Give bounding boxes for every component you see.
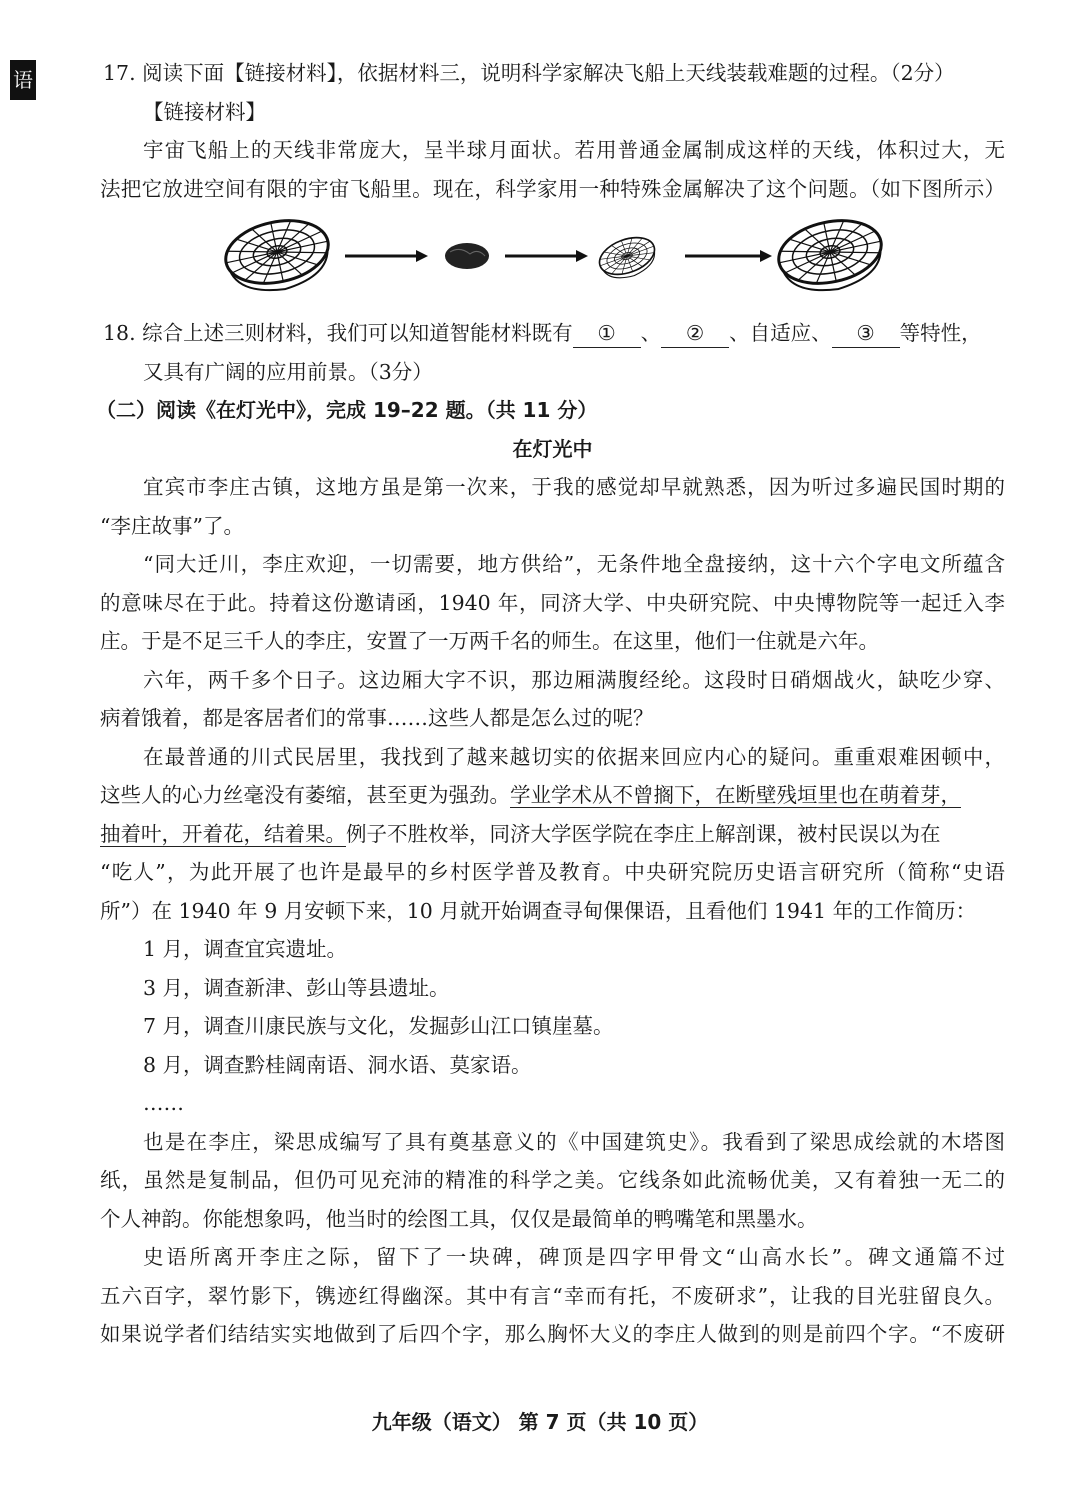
article-line: 在最普通的川式民居里，我找到了越来越切实的依据来回应内心的疑问。重重艰难困顿中， (143, 744, 1005, 769)
article-line: …… (143, 1091, 184, 1115)
article-line: 庄。于是不足三千人的李庄，安置了一万两千名的师生。在这里，他们一住就是六年。 (100, 629, 879, 653)
subject-side-tab: 语 (10, 60, 36, 100)
article-line: 如果说学者们结结实实地做到了后四个字，那么胸怀大义的李庄人做到的则是前四个字。“不废研 (100, 1322, 1005, 1346)
article-text: 这些人的心力丝毫没有萎缩，甚至更为强劲。 (100, 783, 510, 807)
article-line: 也是在李庄，梁思成编写了具有奠基意义的《中国建筑史》。我看到了梁思成绘就的木塔图 (143, 1129, 1005, 1154)
question-18 (100, 314, 1005, 353)
article-line: 宜宾市李庄古镇，这地方虽是第一次来，于我的感觉却早就熟悉，因为听过多遍民国时期的 (143, 475, 1005, 499)
article-line: 3 月，调查新津、彭山等县遗址。 (143, 975, 450, 1000)
answer-blank-1[interactable]: ① (573, 319, 641, 348)
article-line: 所”）在 1940 年 9 月安顿下来，10 月就开始调查寻甸倮倮语，且看他们 1941 年的工作简历： (100, 898, 977, 923)
question-18-suffix: 等特性， (899, 321, 982, 345)
question-18-line2: 又具有广阔的应用前景。（3分） (143, 359, 433, 384)
underlined-sentence: 抽着叶，开着花，结着果。 (100, 821, 346, 846)
article-line: 病着饿着，都是客居者们的常事……这些人都是怎么过的呢？ (100, 706, 654, 730)
article-line: “吃人”，为此开展了也许是最早的乡村医学普及教育。中央研究院历史语言研究所（简称“史语 (100, 860, 1005, 884)
antenna-open-icon (220, 212, 336, 300)
material-label: 【链接材料】 (143, 99, 266, 124)
arrow-icon (505, 250, 588, 262)
article-line: 8 月，调查黔桂阔南语、洞水语、莫家语。 (143, 1052, 532, 1077)
article-line: 纸，虽然是复制品，但仍可见充沛的精准的科学之美。它线条如此流畅优美，又有着独一无二的 (100, 1168, 1005, 1192)
article-line: 六年，两千多个日子。这边厢大字不识，那边厢满腹经纶。这段时日硝烟战火，缺吃少穿、 (143, 667, 1005, 692)
article-line: 五六百字，翠竹影下，镌迹红得幽深。其中有言“幸而有托，不废研求”，让我的目光驻留良久。 (100, 1283, 1005, 1308)
material-line: 宇宙飞船上的天线非常庞大，呈半球月面状。若用普通金属制成这样的天线，体积过大，无 (143, 138, 1005, 162)
section-heading: （二）阅读《在灯光中》，完成 19–22 题。（共 11 分） (96, 398, 598, 422)
article-line: “同大迁川，李庄欢迎，一切需要，地方供给”，无条件地全盘接纳，这十六个字电文所蕴含 (143, 552, 1005, 576)
exam-page-content (96, 54, 1005, 1354)
page-footer: 九年级（语文） 第 7 页（共 10 页） (371, 1410, 709, 1434)
arrow-icon (345, 250, 428, 262)
antenna-restored-icon (773, 212, 889, 300)
article-line: 的意味尽在于此。持着这份邀请函，1940 年，同济大学、中央研究院、中央博物院等一起迁入李 (100, 590, 1005, 615)
article-title: 在灯光中 (512, 436, 593, 461)
question-18-text: 18. 综合上述三则材料，我们可以知道智能材料既有 (103, 321, 573, 345)
article-line: “李庄故事”了。 (100, 513, 244, 538)
separator: 、自适应、 (729, 321, 832, 345)
antenna-unfolding-icon (594, 231, 661, 286)
antenna-crumpled-icon (445, 243, 489, 269)
article-line (100, 776, 1005, 815)
article-line (100, 815, 1005, 854)
separator: 、 (640, 321, 662, 345)
material-line: 法把它放进空间有限的宇宙飞船里。现在，科学家用一种特殊金属解决了这个问题。（如下图所示） (100, 176, 1005, 201)
article-line: 个人神韵。你能想象吗，他当时的绘图工具，仅仅是最简单的鸭嘴笔和黑墨水。 (100, 1206, 818, 1231)
article-line: 史语所离开李庄之际，留下了一块碑，碑顶是四字甲骨文“山高水长”。碑文通篇不过 (143, 1245, 1005, 1269)
answer-blank-3[interactable]: ③ (832, 319, 900, 348)
antenna-figure (100, 212, 1005, 312)
question-17: 17. 阅读下面【链接材料】，依据材料三，说明科学家解决飞船上天线装载难题的过程。（2分） (103, 61, 955, 85)
answer-blank-2[interactable]: ② (661, 319, 729, 348)
article-line: 1 月，调查宜宾遗址。 (143, 937, 348, 961)
antenna-diagram (0, 212, 1080, 312)
underlined-sentence: 学业学术从不曾搁下，在断壁残垣里也在萌着芽， (510, 783, 961, 807)
article-line: 7 月，调查川康民族与文化，发掘彭山江口镇崖墓。 (143, 1014, 614, 1038)
article-text: 例子不胜枚举，同济大学医学院在李庄上解剖课，被村民误以为在 (346, 821, 941, 846)
arrow-icon (685, 250, 772, 262)
